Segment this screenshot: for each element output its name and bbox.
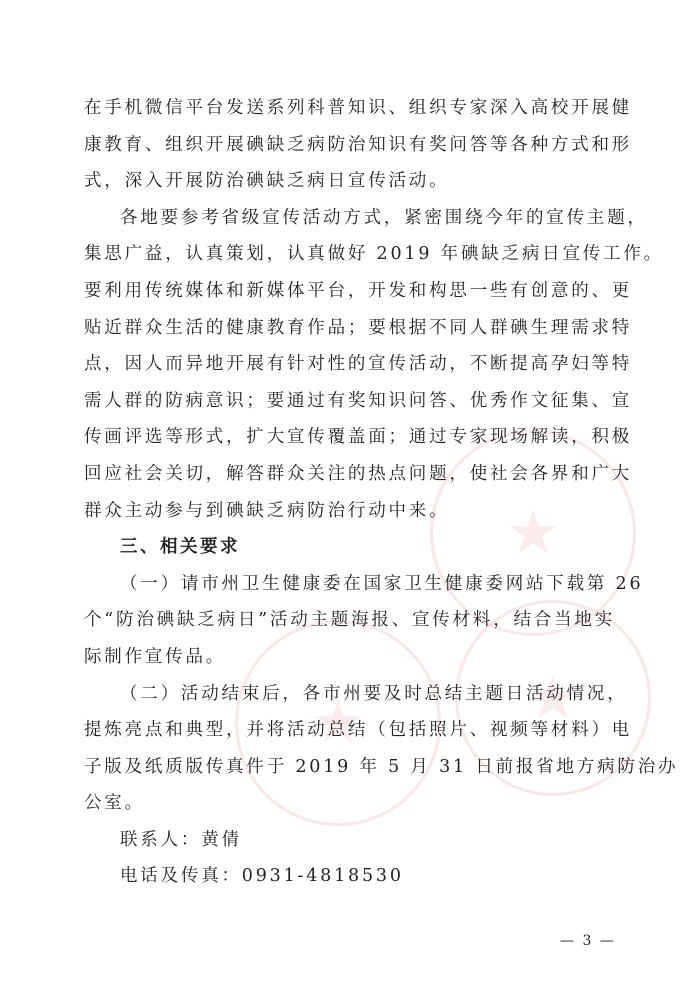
paragraph-line: 传画评选等形式，扩大宣传覆盖面；通过专家现场解读，积极: [84, 427, 633, 448]
paragraph-line: 康教育、组织开展碘缺乏病防治知识有奖问答等各种方式和形: [84, 134, 633, 155]
contact-phone-fax: 电话及传真：0931-4818530: [120, 866, 404, 887]
paragraph-line: 式，深入开展防治碘缺乏病日宣传活动。: [84, 171, 450, 192]
paragraph-line: 回应社会关切，解答群众关注的热点问题，使社会各界和广大: [84, 463, 633, 484]
paragraph-line: 要利用传统媒体和新媒体平台，开发和构思一些有创意的、更: [84, 280, 633, 301]
document-body: [84, 90, 679, 895]
paragraph-line: 际制作宣传品。: [84, 646, 227, 667]
paragraph-line: 群众主动参与到碘缺乏病防治行动中来。: [84, 500, 450, 521]
paragraph-line: 贴近群众生活的健康教育作品；要根据不同人群碘生理需求特: [84, 317, 633, 338]
paragraph-line: （二）活动结束后，各市州要及时总结主题日活动情况，: [120, 683, 628, 704]
paragraph-line: 集思广益，认真策划，认真做好 2019 年碘缺乏病日宣传工作。: [84, 244, 664, 265]
paragraph-line: 各地要参考省级宣传活动方式，紧密围绕今年的宣传主题，: [120, 207, 648, 228]
page-number: — 3 —: [560, 933, 616, 949]
paragraph-line: 点，因人而异地开展有针对性的宣传活动，不断提高孕妇等特: [84, 354, 633, 375]
paragraph-line: （一）请市州卫生健康委在国家卫生健康委网站下载第 26: [120, 573, 644, 594]
paragraph-line: 需人群的防病意识；要通过有奖知识问答、优秀作文征集、宣: [84, 390, 633, 411]
paragraph-line: 公室。: [84, 793, 145, 814]
paragraph-line: 提炼亮点和典型，并将活动总结（包括照片、视频等材料）电: [84, 720, 633, 741]
red-seal-stamp: ★: [235, 620, 441, 826]
contact-person: 联系人：黄倩: [120, 829, 242, 850]
red-seal-stamp: ★: [430, 430, 636, 636]
section-heading: 三、相关要求: [120, 537, 240, 558]
paragraph-line: 子版及纸质版传真件于 2019 年 5 月 31 日前报省地方病防治办: [84, 756, 679, 777]
paragraph-line: 在手机微信平台发送系列科普知识、组织专家深入高校开展健: [84, 98, 633, 118]
red-seal-stamp: ★: [455, 600, 651, 796]
paragraph-line: 个“防治碘缺乏病日”活动主题海报、宣传材料，结合当地实: [84, 610, 615, 631]
